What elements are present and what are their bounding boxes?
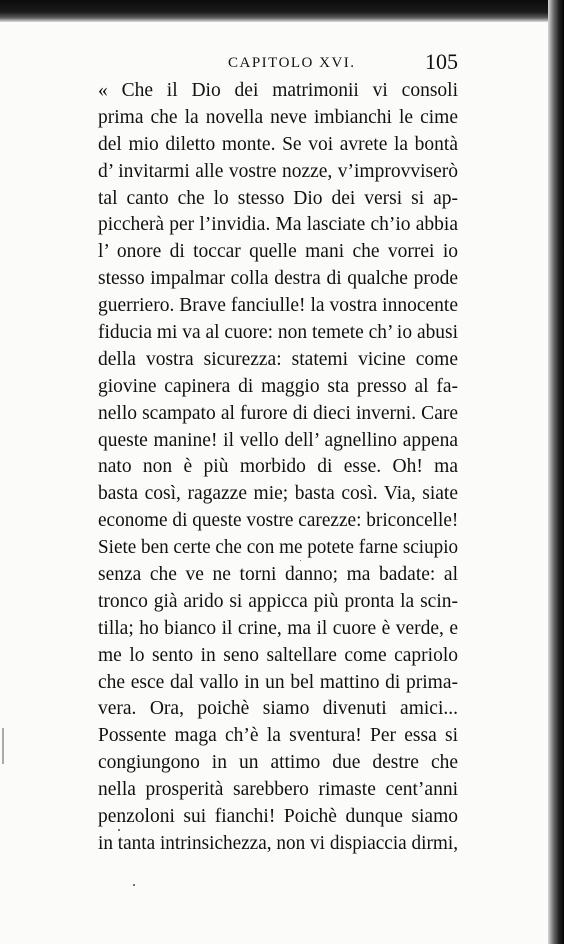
- text-line: Siete ben certe che con me potete farne sciupio: [98, 537, 459, 559]
- text-line: prima che la novella neve imbianchi le cime: [98, 106, 458, 128]
- scan-top-edge-shadow: [0, 0, 564, 22]
- text-line: tal canto che lo stesso Dio dei versi si ap-: [98, 187, 458, 209]
- text-line: l’ onore di toccar quelle mani che vorrei io: [98, 241, 458, 263]
- text-line: penzoloni sui fianchi! Poichè dunque siamo: [98, 806, 458, 828]
- running-title: CAPITOLO XVI.: [228, 55, 356, 71]
- text-line: d’ invitarmi alle vostre nozze, v’improvviserò: [98, 160, 458, 182]
- text-line: nato non è più morbido di esse. Oh! ma: [98, 456, 458, 478]
- text-line: senza che ve ne torni danno; ma badate: al: [98, 564, 458, 586]
- text-line: tronco già arido si appicca più pronta la scin-: [98, 590, 458, 612]
- text-line: queste manine! il vello dell’ agnellino appena: [98, 429, 458, 451]
- paper-speck: [133, 884, 135, 886]
- text-line: tilla; ho bianco il crine, ma il cuore è verde, e: [98, 617, 458, 639]
- page-number: 105: [425, 49, 458, 74]
- text-line: fiducia mi va al cuore: non temete ch’ io abusi: [98, 322, 458, 344]
- text-line: basta così, ragazze mie; basta così. Via, siate: [98, 483, 458, 505]
- text-line: giovine capinera di maggio sta presso al fa-: [98, 375, 458, 397]
- text-line: del mio diletto monte. Se voi avrete la bontà: [98, 133, 458, 155]
- text-line: congiungono in un attimo due destre che: [98, 752, 458, 774]
- text-line: me lo sento in seno saltellare come capriolo: [98, 644, 458, 666]
- paper-speck: [300, 560, 301, 561]
- text-line: nello scampato al furore di dieci inverni. Care: [98, 402, 458, 424]
- text-line: in tanta intrinsichezza, non vi dispiaccia dirmi,: [98, 832, 458, 854]
- text-line: della vostra sicurezza: statemi vicine come: [98, 348, 458, 370]
- text-line: guerriero. Brave fanciulle! la vostra innocente: [98, 295, 458, 317]
- text-line: vera. Ora, poichè siamo divenuti amici...: [98, 698, 458, 720]
- text-line: econome di queste vostre carezze: briconcelle!: [98, 510, 459, 532]
- body-text: [98, 78, 458, 858]
- text-line: che esce dal vallo in un bel mattino di prima-: [98, 671, 458, 693]
- text-line: « Che il Dio dei matrimonii vi consoli: [98, 80, 458, 101]
- text-line: nella prosperità sarebbero rimaste cent’anni: [98, 779, 458, 801]
- text-line: stesso impalmar colla destra di qualche prode: [98, 268, 458, 290]
- margin-mark: [2, 728, 12, 764]
- paper-speck: [118, 829, 120, 831]
- scan-right-edge-shadow: [548, 0, 564, 944]
- text-line: piccherà per l’invidia. Ma lasciate ch’io abbia: [98, 214, 458, 236]
- text-line: Possente maga ch’è la sventura! Per essa si: [98, 725, 458, 747]
